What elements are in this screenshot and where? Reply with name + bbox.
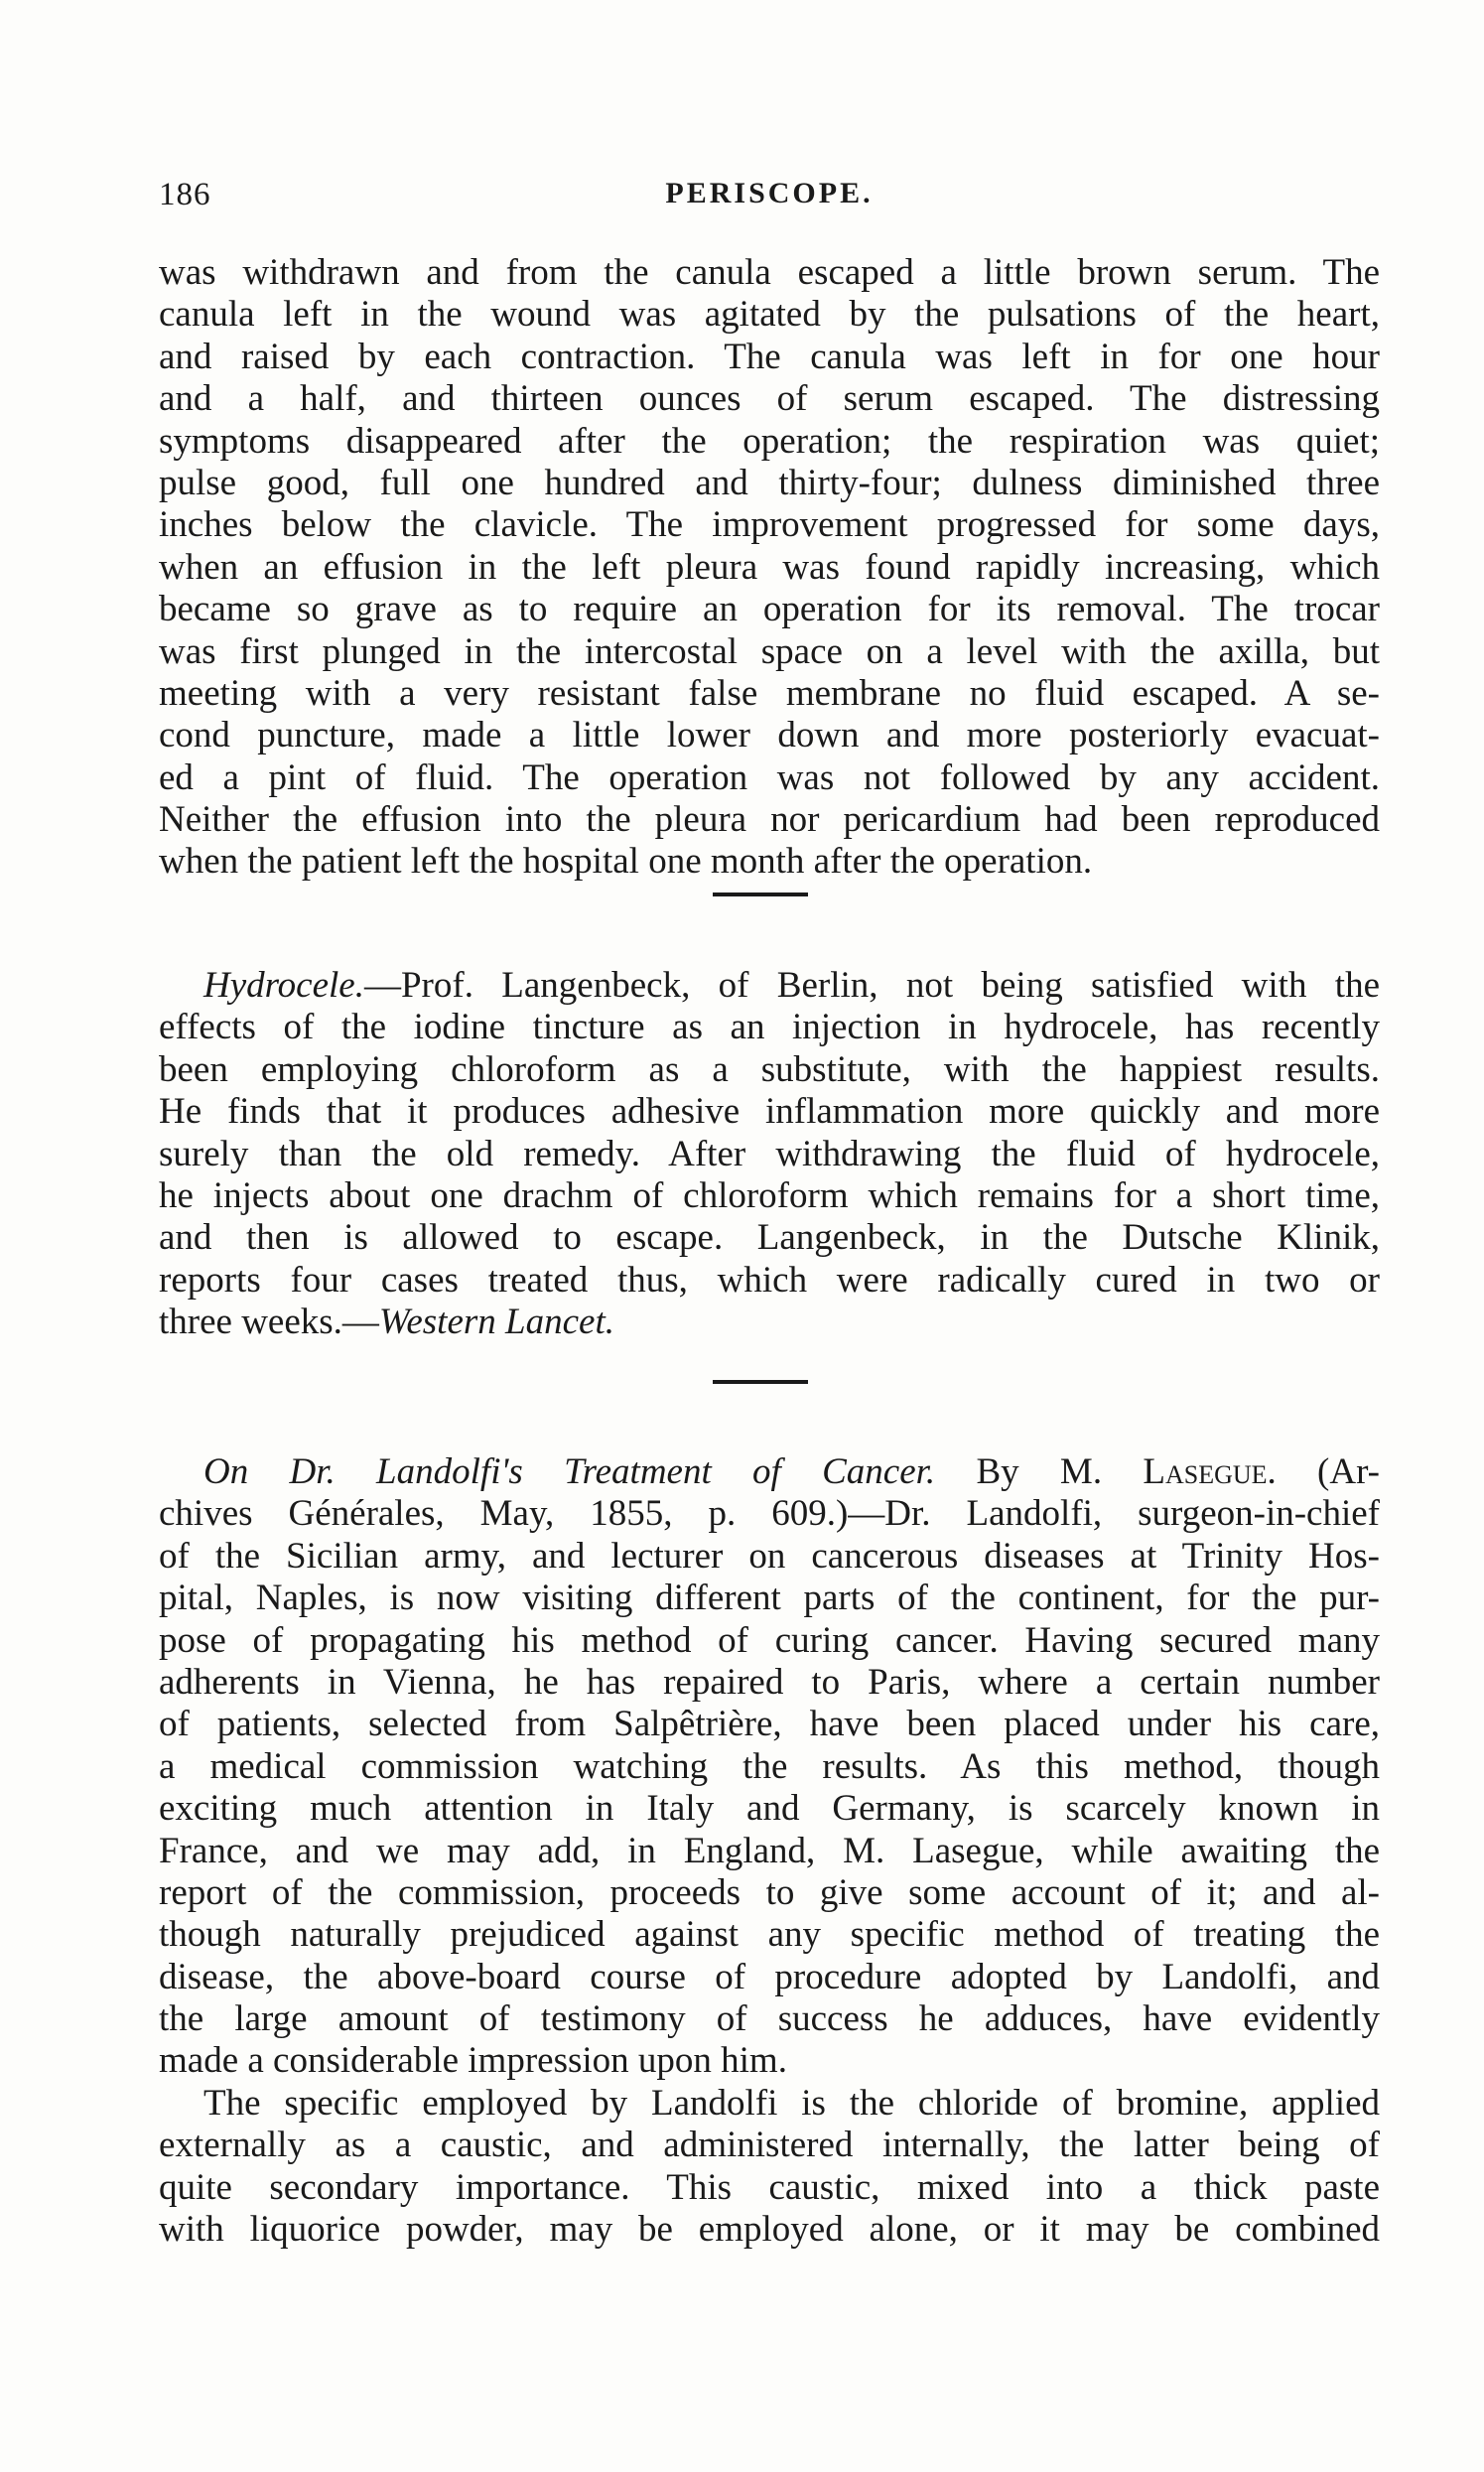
text-line: —Prof. Langenbeck, of Berlin, not being satisfied with the <box>363 965 1380 1006</box>
byline-text: By M. <box>935 1451 1144 1492</box>
text-line: three weeks.— <box>159 1302 379 1343</box>
text-line: pulse good, full one hundred and thirty-four; dulness diminished three <box>159 462 1380 503</box>
text-line: pose of propagating his method of curing cancer. Having secured many <box>159 1619 1380 1661</box>
paragraph-continued-case <box>159 252 1380 884</box>
text-line: exciting much attention in Italy and Germany, is scarcely known in <box>159 1788 1380 1830</box>
text-line: was first plunged in the intercostal space on a level with the axilla, but <box>159 630 1380 672</box>
article-title: Hydrocele. <box>203 965 364 1006</box>
text-line: chives Générales, May, 1855, p. 609.)—Dr. Landolfi, surgeon-in-chief <box>159 1493 1380 1535</box>
text-line: externally as a caustic, and administered internally, the latter being of <box>159 2125 1380 2166</box>
article-title: On Dr. Landolfi's Treatment of Cancer. <box>203 1451 936 1492</box>
text-line: been employing chloroform as a substitute, with the happiest results. <box>159 1048 1380 1090</box>
text-line: report of the commission, proceeds to give some account of it; and al- <box>159 1871 1380 1913</box>
text-line: meeting with a very resistant false membrane no fluid escaped. A se- <box>159 672 1380 714</box>
text-line: effects of the iodine tincture as an injection in hydrocele, has recently <box>159 1007 1380 1048</box>
source-citation: Western Lancet. <box>378 1302 614 1343</box>
article-hydrocele <box>159 965 1380 1344</box>
text-line: ed a pint of fluid. The operation was not followed by any accident. <box>159 756 1380 798</box>
text-line: symptoms disappeared after the operation; the respiration was quiet; <box>159 420 1380 462</box>
text-line: when an effusion in the left pleura was found rapidly increasing, which <box>159 546 1380 588</box>
page-number: 186 <box>159 177 211 212</box>
text-line: canula left in the wound was agitated by the pulsations of the heart, <box>159 294 1380 336</box>
text-line: disease, the above-board course of procedure adopted by Landolfi, and <box>159 1956 1380 1997</box>
author-name: Lasegue <box>1143 1451 1268 1492</box>
text-line: the large amount of testimony of success he adduces, have evidently <box>159 1998 1380 2040</box>
text-line: he injects about one drachm of chloroform which remains for a short time, <box>159 1174 1380 1216</box>
text-line: of patients, selected from Salpêtrière, have been placed under his care, <box>159 1704 1380 1745</box>
text-line: The specific employed by Landolfi is the chloride of bromine, applied <box>203 2082 1380 2124</box>
text-line: of the Sicilian army, and lecturer on cancerous diseases at Trinity Hos- <box>159 1535 1380 1577</box>
text-line: with liquorice powder, may be employed alone, or it may be combined <box>159 2209 1380 2251</box>
text-line: adherents in Vienna, he has repaired to Paris, where a certain number <box>159 1661 1380 1703</box>
page-header <box>159 177 1380 226</box>
text-line: surely than the old remedy. After withdrawing the fluid of hydrocele, <box>159 1133 1380 1174</box>
text-line: became so grave as to require an operation for its removal. The trocar <box>159 589 1380 630</box>
text-line: inches below the clavicle. The improvement progressed for some days, <box>159 504 1380 546</box>
text-line: and a half, and thirteen ounces of serum escaped. The distressing <box>159 378 1380 420</box>
text-line: France, and we may add, in England, M. Lasegue, while awaiting the <box>159 1830 1380 1871</box>
text-line: and raised by each contraction. The canula was left in for one hour <box>159 336 1380 377</box>
section-divider <box>713 1380 808 1384</box>
text-line: when the patient left the hospital one month after the operation. <box>159 841 1093 883</box>
text-line: quite secondary importance. This caustic, mixed into a thick paste <box>159 2166 1380 2208</box>
text-line: was withdrawn and from the canula escaped a little brown serum. The <box>159 252 1380 293</box>
text-line: a medical commission watching the results. As this method, though <box>159 1745 1380 1787</box>
text-line: cond puncture, made a little lower down and more posteriorly evacuat- <box>159 715 1380 756</box>
text-line: He finds that it produces adhesive inflammation more quickly and more <box>159 1091 1380 1133</box>
text-line: . (Ar- <box>1267 1451 1380 1492</box>
article-landolfi-cancer <box>159 1451 1380 2251</box>
section-divider <box>713 893 808 896</box>
running-head: PERISCOPE. <box>665 177 874 209</box>
text-line: reports four cases treated thus, which were radically cured in two or <box>159 1259 1380 1301</box>
text-line: made a considerable impression upon him. <box>159 2040 787 2082</box>
text-line: though naturally prejudiced against any specific method of treating the <box>159 1914 1380 1956</box>
text-line: Neither the effusion into the pleura nor pericardium had been reproduced <box>159 799 1380 841</box>
text-line: pital, Naples, is now visiting different parts of the continent, for the pur- <box>159 1578 1380 1619</box>
text-line: and then is allowed to escape. Langenbeck, in the Dutsche Klinik, <box>159 1217 1380 1259</box>
